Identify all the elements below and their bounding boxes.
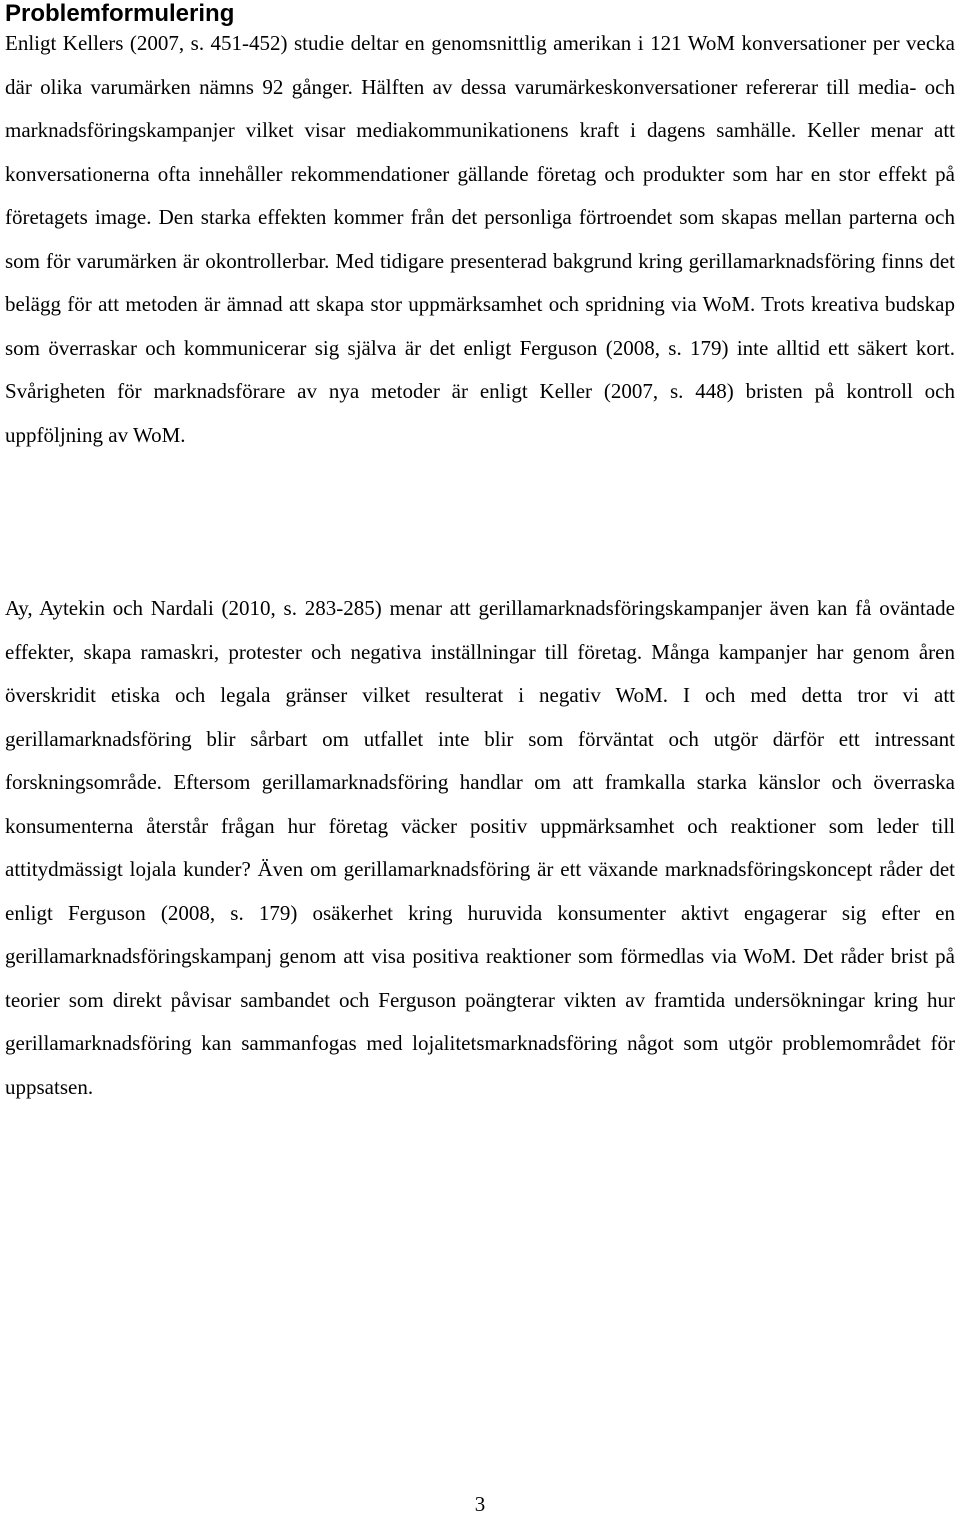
paragraph-2: Ay, Aytekin och Nardali (2010, s. 283-285) menar att gerillamarknadsföringskampanjer även kan få oväntade effekter, skapa ramaskri, protester och negativa inställningar till företag. Många kampanjer har genom åren överskridit etiska och legala gränser vilket resulterat i negativ WoM. I och med detta tror vi att gerillamarknadsföring blir sårbart om utfallet inte blir som förväntat och utgör därför ett intressant forskningsområde. Eftersom gerillamarknadsföring handlar om att framkalla starka känslor och överraska konsumenterna återstår frågan hur företag väcker positiv uppmärksamhet och reaktioner som leder till attitydmässigt lojala kunder? Även om gerillamarknadsföring är ett växande marknadsföringskoncept råder det enligt Ferguson (2008, s. 179) osäkerhet kring huruvida konsumenter aktivt engagerar sig efter en gerillamarknadsföringskampanj genom att visa positiva reaktioner som förmedlas via WoM. Det råder brist på teorier som direkt påvisar sambandet och Ferguson poängterar vikten av framtida undersökningar kring hur gerillamarknadsföring kan sammanfogas med lojalitetsmarknadsföring något som utgör problemområdet för uppsatsen. [5, 596, 955, 1099]
paragraph-1: Enligt Kellers (2007, s. 451-452) studie deltar en genomsnittlig amerikan i 121 WoM konversationer per vecka där olika varumärken nämns 92 gånger. Hälften av dessa varumärkeskonversationer refererar till media- och marknadsföringskampanjer vilket visar mediakommunikationens kraft i dagens samhälle. Keller menar att konversationerna ofta innehåller rekommendationer gällande företag och produkter som har en stor effekt på företagets image. Den starka effekten kommer från det personliga förtroendet som skapas mellan parterna och som för varumärken är okontrollerbar. Med tidigare presenterad bakgrund kring gerillamarknadsföring finns det belägg för att metoden är ämnad att skapa stor uppmärksamhet och spridning via WoM. Trots kreativa budskap som överraskar och kommunicerar sig själva är det enligt Ferguson (2008, s. 179) inte alltid ett säkert kort. Svårigheten för marknadsförare av nya metoder är enligt Keller (2007, s. 448) bristen på kontroll och uppföljning av WoM. [5, 31, 955, 447]
section-heading: Problemformulering [5, 0, 235, 27]
page-number: 3 [474, 1492, 486, 1516]
